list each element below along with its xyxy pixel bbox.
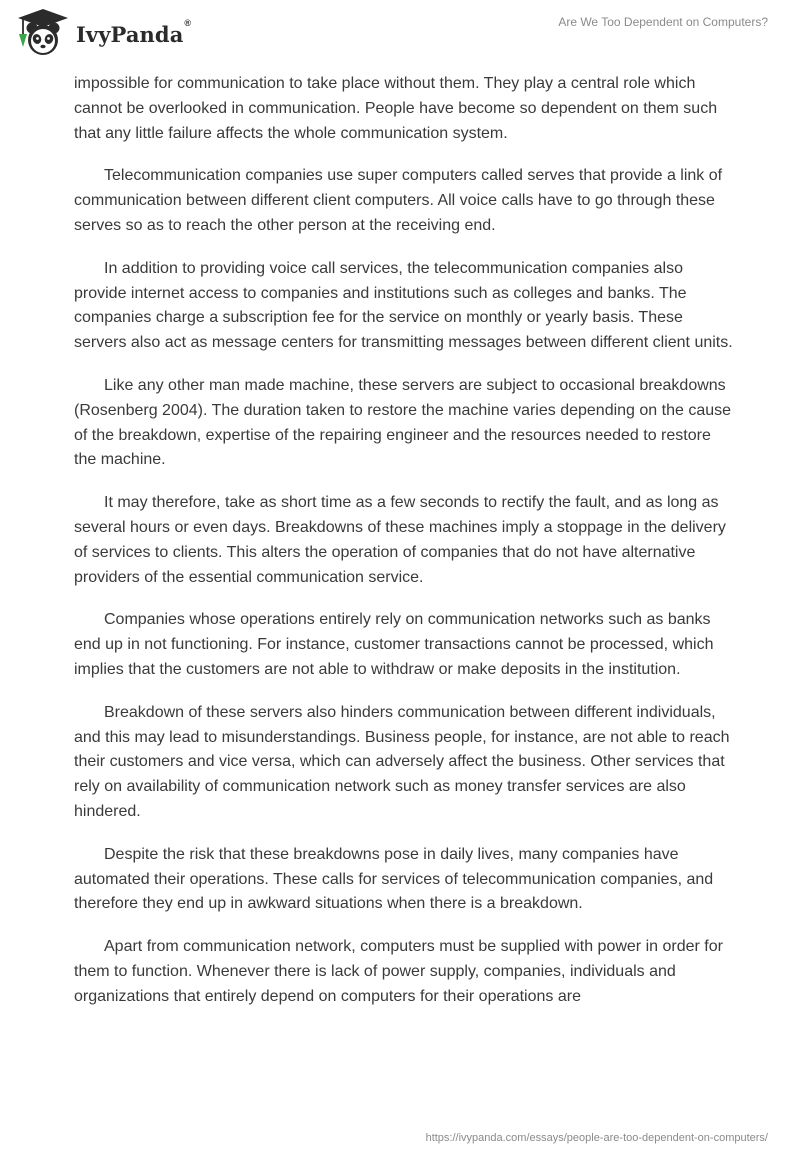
paragraph: Like any other man made machine, these servers are subject to occasional breakdowns (Rosenberg 2004). The duration taken to restore the machine varies depending on the cause of the breakdown, expertise of the repairing engineer and the resources needed to restore the machine. — [74, 376, 732, 469]
essay-body — [74, 72, 734, 1028]
source-url-link[interactable]: https://ivypanda.com/essays/people-are-too-dependent-on-computers/ — [425, 1132, 768, 1144]
paragraph: It may therefore, take as short time as a few seconds to rectify the fault, and as long as several hours or even days. Breakdowns of these machines imply a stoppage in the delivery of services to clients. This alters the operation of companies that do not have alternative providers of the essential communication service. — [74, 494, 726, 586]
page-header — [0, 0, 800, 72]
paragraph: Breakdown of these servers also hinders communication between different individuals, and this may lead to misunderstandings. Business people, for instance, are not able to reach their customers and vice versa, which can adversely affect the business. Other services that rely on availability of communication network such as money transfer services are also hindered. — [74, 703, 730, 820]
paragraph: In addition to providing voice call services, the telecommunication companies also provide internet access to companies and institutions such as colleges and banks. The companies charge a subscription fee for the service on monthly or yearly basis. These servers also act as message centers for transmitting messages between different client units. — [74, 259, 733, 352]
panda-graduate-icon — [14, 7, 72, 59]
registered-mark: ® — [184, 17, 192, 28]
paragraph: Apart from communication network, computers must be supplied with power in order for them to function. Whenever there is lack of power supply, companies, individuals and organizations that entirely depend on computers for their operations are — [74, 938, 723, 1005]
paragraph: Despite the risk that these breakdowns pose in daily lives, many companies have automated their operations. These calls for services of telecommunication companies, and therefore they end up in awkward situations when there is a breakdown. — [74, 845, 714, 913]
paragraph: Companies whose operations entirely rely on communication networks such as banks end up in not functioning. For instance, customer transactions cannot be processed, which implies that the customers are not able to withdraw or make deposits in the institution. — [74, 611, 714, 678]
brand-logo[interactable] — [14, 7, 191, 59]
paragraph: Telecommunication companies use super computers called serves that provide a link of communication between different client computers. All voice calls have to go through these serves so as to reach the other person at the receiving end. — [74, 167, 723, 234]
paragraph: impossible for communication to take place without them. They play a central role which cannot be overlooked in communication. People have become so dependent on them such that any little failure affects the whole communication system. — [74, 75, 718, 142]
brand-name: IvyPanda® — [76, 17, 192, 47]
document-title: Are We Too Dependent on Computers? — [558, 15, 768, 29]
